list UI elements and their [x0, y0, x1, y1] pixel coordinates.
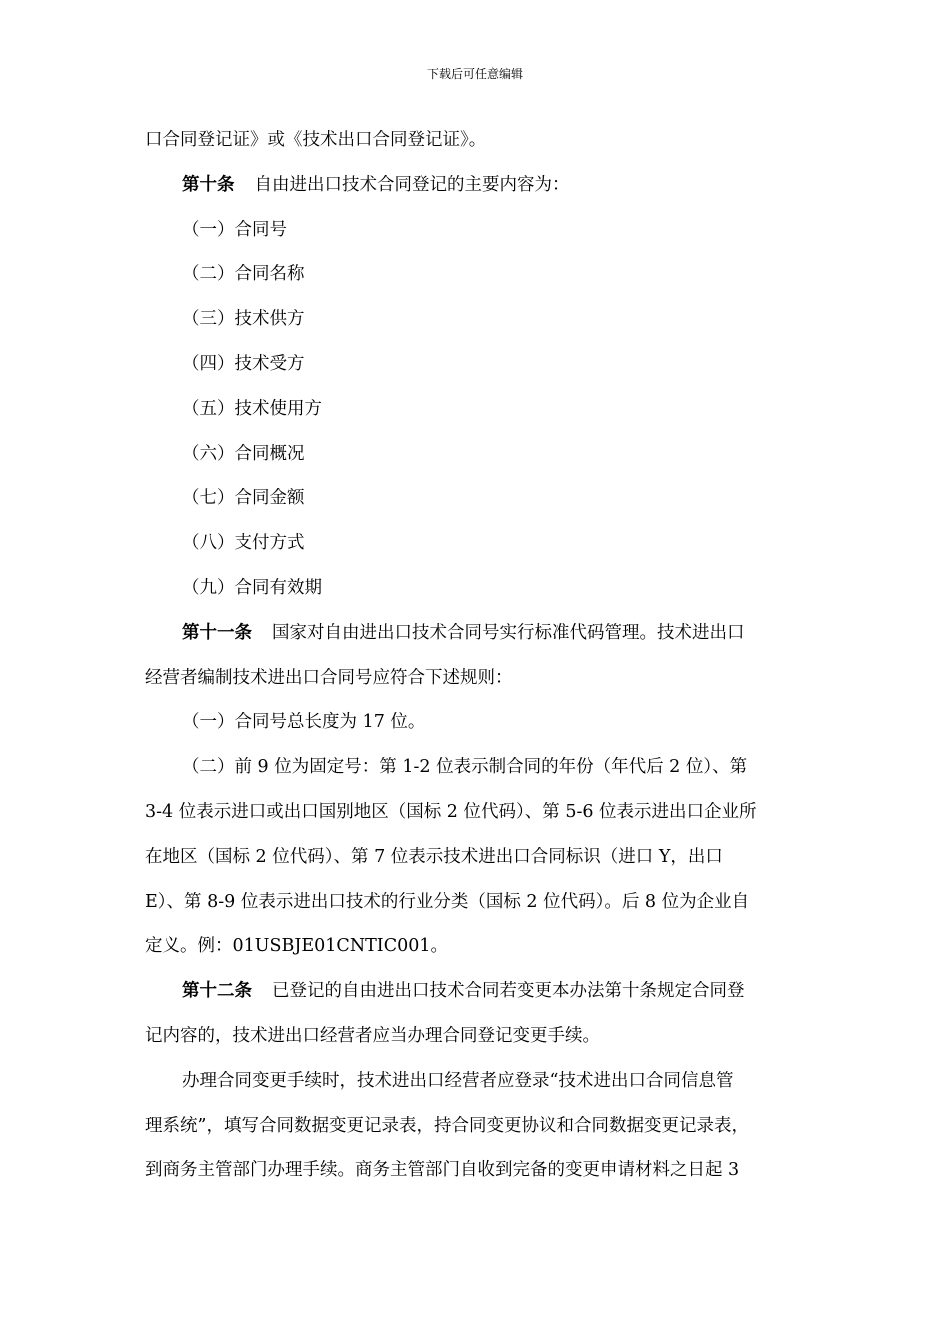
- text-line: [145, 432, 807, 477]
- text-line: [145, 1104, 807, 1149]
- line-text: （九）合同有效期: [182, 577, 322, 598]
- line-text: （二）合同名称: [182, 264, 305, 285]
- line-text: 到商务主管部门办理手续。商务主管部门自收到完备的变更申请材料之日起 3: [145, 1160, 740, 1181]
- line-text: （二）前 9 位为固定号：第 1-2 位表示制合同的年份（年代后 2 位）、第: [182, 757, 748, 778]
- text-line: [145, 656, 807, 701]
- text-line: [145, 1059, 807, 1104]
- line-text: （五）技术使用方: [182, 398, 322, 419]
- line-text: （三）技术供方: [182, 309, 305, 330]
- text-line: [145, 969, 807, 1014]
- text-line: [145, 163, 807, 208]
- text-line: [145, 566, 807, 611]
- line-text: 经营者编制技术进出口合同号应符合下述规则：: [145, 667, 513, 688]
- text-line: [145, 476, 807, 521]
- line-text: 定义。例：01USBJE01CNTIC001。: [145, 936, 449, 957]
- line-text: 记内容的，技术进出口经营者应当办理合同登记变更手续。: [145, 1025, 600, 1046]
- text-line: [145, 387, 807, 432]
- text-line: [145, 118, 807, 163]
- line-text: 国家对自由进出口技术合同号实行标准代码管理。技术进出口: [272, 622, 745, 643]
- article-number: 第十一条: [182, 622, 252, 643]
- line-text: 在地区（国标 2 位代码）、第 7 位表示技术进出口合同标识（进口 Y，出口: [145, 846, 723, 867]
- line-text: （八）支付方式: [182, 533, 305, 554]
- text-line: [145, 745, 807, 790]
- line-text: 口合同登记证》或《技术出口合同登记证》。: [145, 130, 487, 150]
- text-line: [145, 790, 807, 835]
- text-line: [145, 208, 807, 253]
- line-text: （一）合同号总长度为 17 位。: [182, 712, 426, 733]
- text-line: [145, 342, 807, 387]
- document-body: [145, 118, 807, 1193]
- line-text: 自由进出口技术合同登记的主要内容为：: [254, 174, 570, 195]
- text-line: [145, 252, 807, 297]
- text-line: [145, 924, 807, 969]
- text-line: [145, 297, 807, 342]
- line-text: （七）合同金额: [182, 488, 305, 509]
- line-text: （六）合同概况: [182, 443, 305, 464]
- page-header: 下载后可任意编辑: [426, 67, 523, 81]
- article-number: 第十二条: [182, 981, 252, 1002]
- line-text: 3-4 位表示进口或出口国别地区（国标 2 位代码）、第 5-6 位表示进出口企业所: [145, 801, 757, 822]
- text-line: [145, 611, 807, 656]
- line-text: 理系统”，填写合同数据变更记录表，持合同变更协议和合同数据变更记录表，: [145, 1115, 749, 1136]
- line-text: （四）技术受方: [182, 353, 305, 374]
- line-text: E）、第 8-9 位表示进出口技术的行业分类（国标 2 位代码）。后 8 位为企业自: [145, 891, 750, 912]
- line-text: 已登记的自由进出口技术合同若变更本办法第十条规定合同登: [272, 981, 745, 1002]
- line-text: （一）合同号: [182, 219, 287, 240]
- line-text: 办理合同变更手续时，技术进出口经营者应登录“技术进出口合同信息管: [182, 1070, 734, 1091]
- text-line: [145, 521, 807, 566]
- article-number: 第十条: [182, 174, 235, 195]
- text-line: [145, 835, 807, 880]
- text-line: [145, 1148, 807, 1193]
- text-line: [145, 1014, 807, 1059]
- text-line: [145, 700, 807, 745]
- text-line: [145, 880, 807, 925]
